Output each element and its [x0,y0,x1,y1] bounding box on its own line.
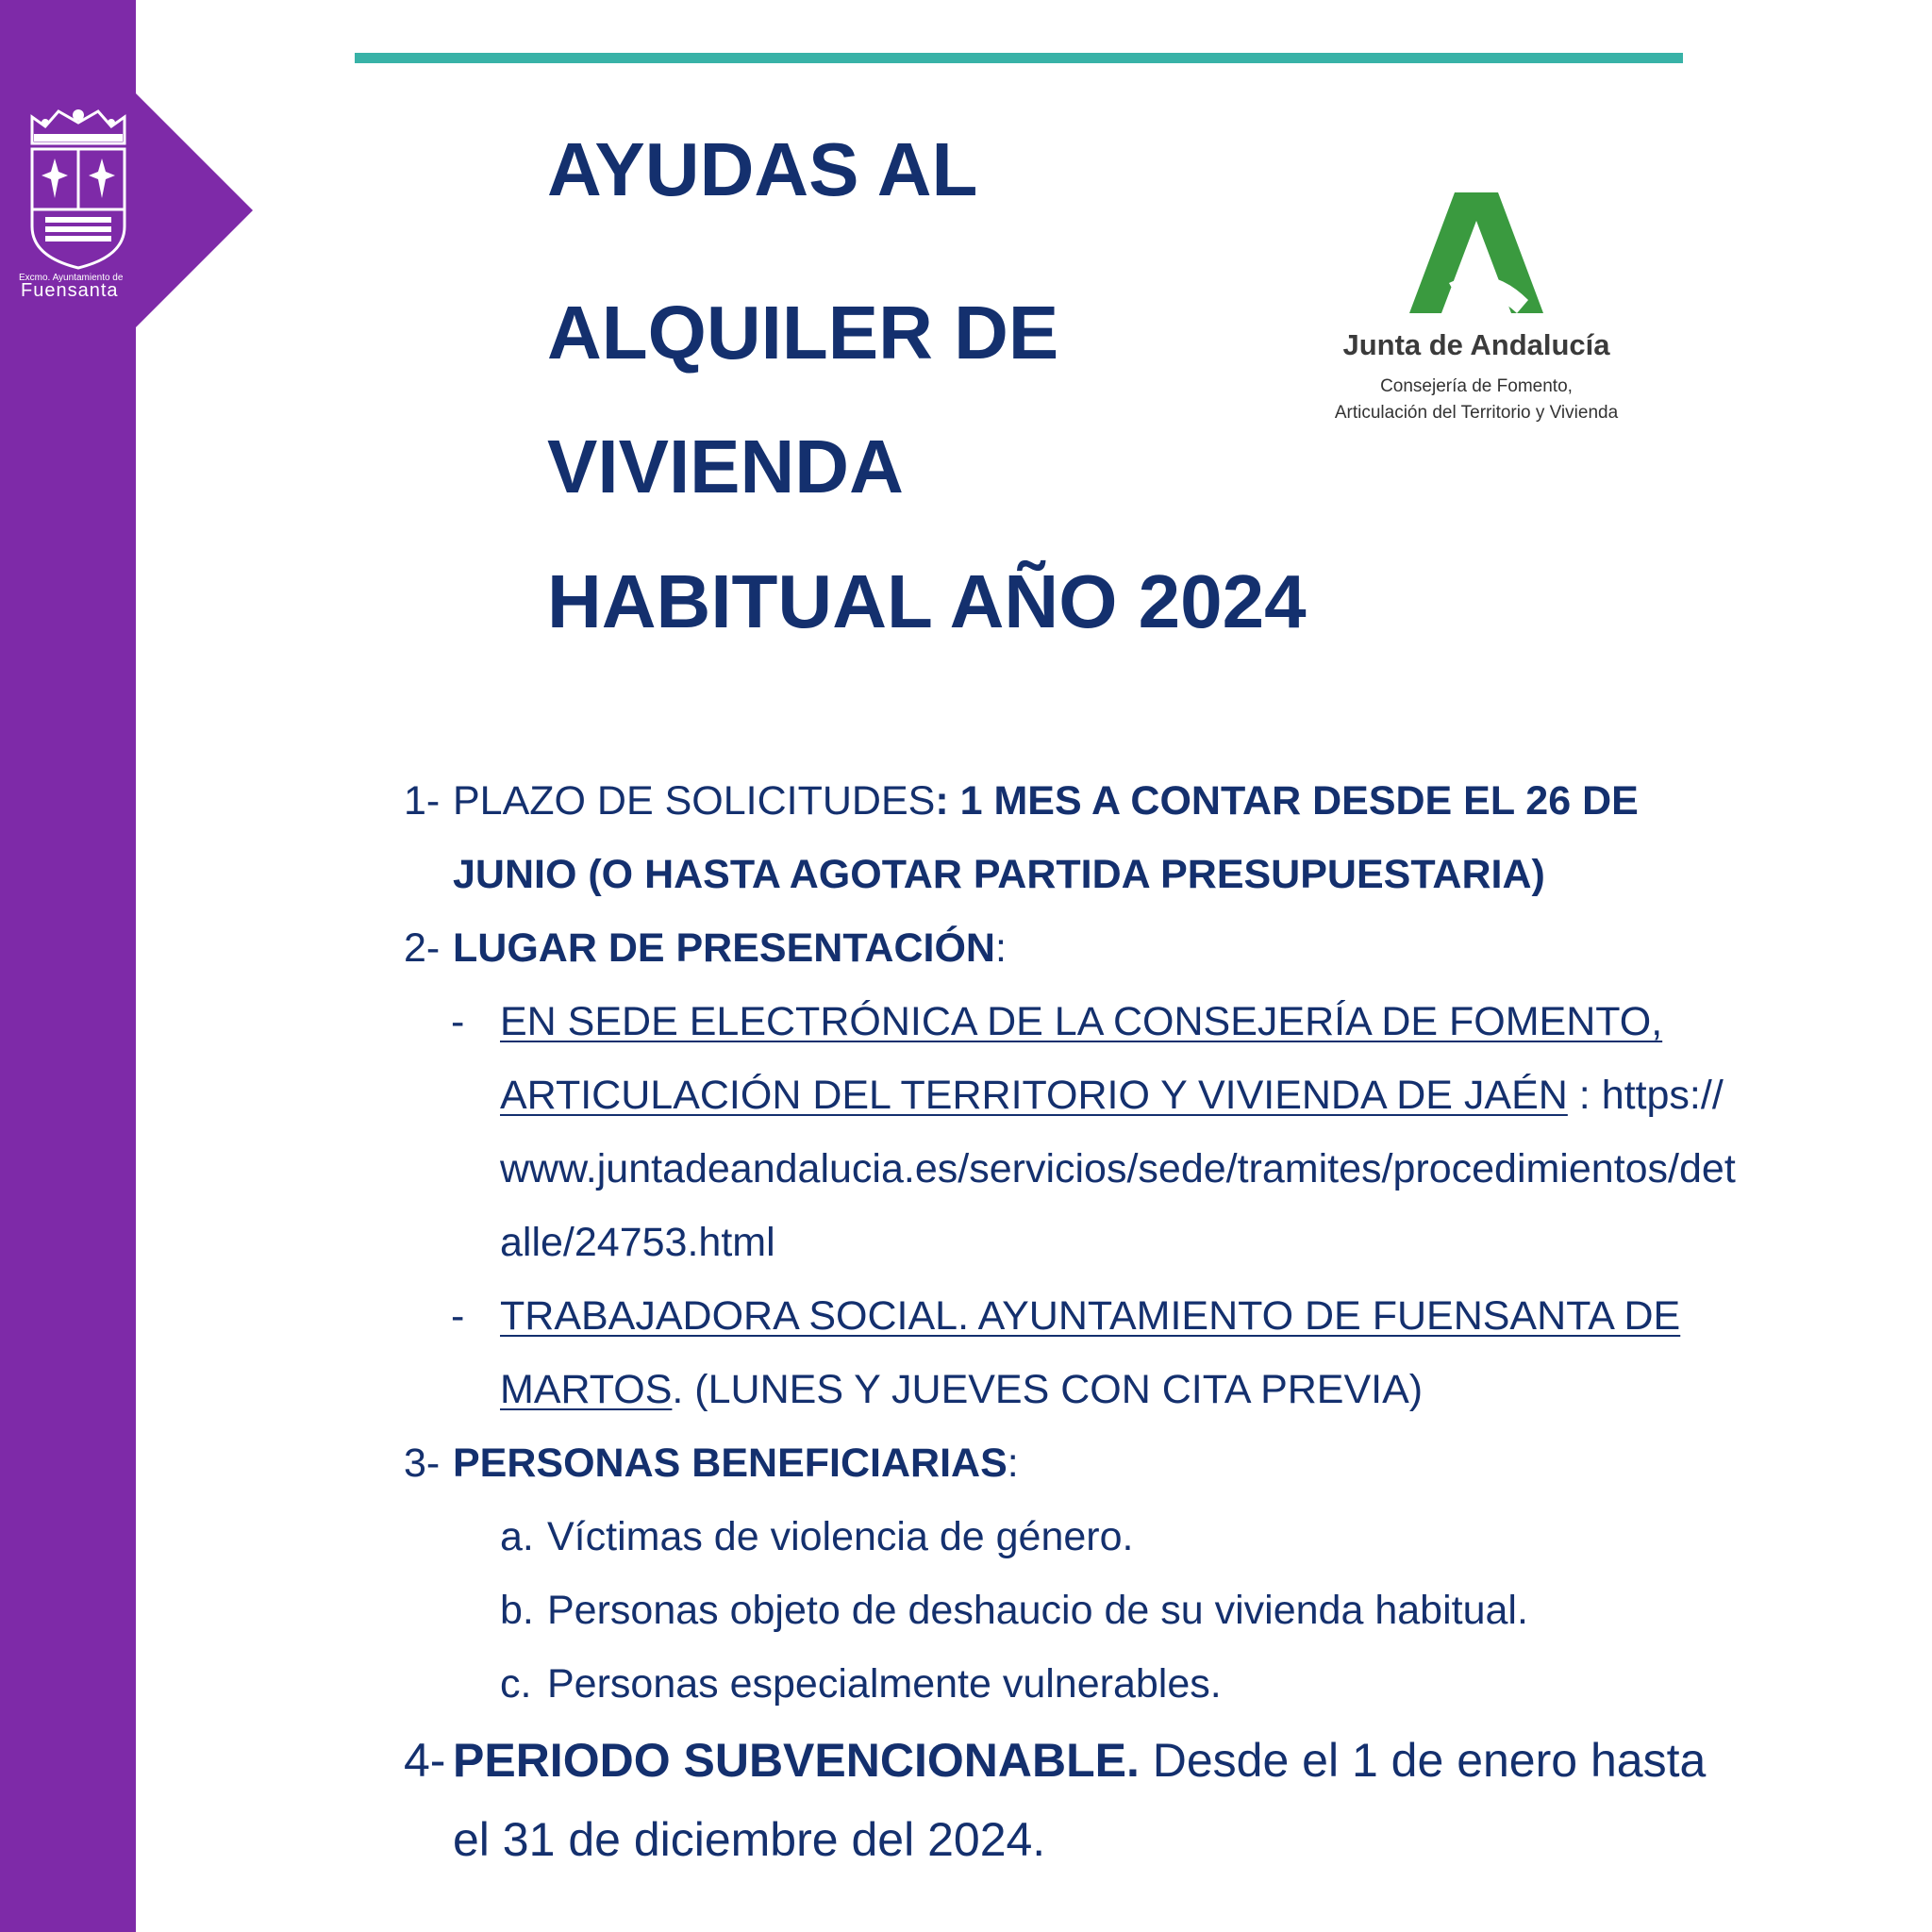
item-number: 1- [404,778,441,824]
coat-of-arms-icon [21,106,136,275]
beneficiarias-colon: : [1007,1441,1019,1486]
beneficiaria-c [404,1647,1743,1721]
sub-item-sede [404,985,1743,1279]
item-letter: b. [500,1588,534,1633]
crest-caption-town: Fuensanta [21,280,119,301]
sidebar-arrow-tab [136,93,253,327]
junta-department-line-1: Consejería de Fomento, [1380,376,1573,396]
lugar-label: LUGAR DE PRESENTACIÓN [453,925,995,971]
periodo-label: PERIODO SUBVENCIONABLE. [453,1734,1140,1787]
beneficiaria-a [404,1500,1743,1574]
periodo-text: Desde el 1 de enero hasta el 31 de diciembre del 2024. [453,1734,1707,1866]
junta-name: Junta de Andalucía [1342,328,1610,361]
info-list [404,764,1743,1879]
beneficiaria-text: Víctimas de violencia de género. [547,1514,1134,1559]
item-number: 2- [404,925,441,971]
bullet-dash: - [451,999,465,1044]
crest-caption-small: Excmo. Ayuntamiento de [19,273,124,283]
title-line-3: VIVIENDA [547,425,904,508]
list-item-beneficiarias [404,1426,1743,1500]
beneficiaria-text: Personas especialmente vulnerables. [547,1661,1222,1707]
lugar-colon: : [994,925,1007,971]
item-number: 4- [404,1734,446,1787]
bullet-dash: - [451,1293,465,1339]
list-item-plazo [404,764,1743,911]
trabajadora-link[interactable]: TRABAJADORA SOCIAL. AYUNTAMIENTO DE FUENSANTA DE MARTOS [500,1293,1681,1412]
list-item-lugar [404,911,1743,985]
sede-separator: : [1567,1073,1591,1118]
title-line-4: HABITUAL AÑO 2024 [547,559,1307,643]
sede-link[interactable]: EN SEDE ELECTRÓNICA DE LA CONSEJERÍA DE FOMENTO, ARTICULACIÓN DEL TERRITORIO Y VIVIENDA DE JAÉN [500,999,1663,1118]
junta-department-line-2: Articulación del Territorio y Vivienda [1334,403,1619,423]
title-line-1: AYUDAS AL [547,127,978,211]
item-letter: a. [500,1514,534,1559]
sub-item-trabajadora [404,1279,1743,1426]
title-line-2: ALQUILER DE [547,291,1059,375]
beneficiaria-b [404,1574,1743,1647]
list-item-periodo [404,1721,1743,1879]
sede-url[interactable]: https://www.juntadeandalucia.es/servicios/sede/tramites/procedimientos/detalle/24753.html [500,1073,1736,1265]
plazo-value: : 1 MES A CONTAR DESDE EL 26 DE JUNIO (O HASTA AGOTAR PARTIDA PRESUPUESTARIA) [453,778,1639,897]
junta-department [1264,374,1689,426]
item-letter: c. [500,1661,532,1707]
item-number: 3- [404,1441,441,1486]
trabajadora-note: . (LUNES Y JUEVES CON CITA PREVIA) [672,1367,1424,1412]
beneficiaria-text: Personas objeto de deshaucio de su vivienda habitual. [547,1588,1528,1633]
junta-andalucia-logo-icon [1406,189,1547,321]
beneficiarias-label: PERSONAS BENEFICIARIAS [453,1441,1008,1486]
plazo-label: PLAZO DE SOLICITUDES [453,778,936,824]
top-accent-rule [355,53,1683,63]
